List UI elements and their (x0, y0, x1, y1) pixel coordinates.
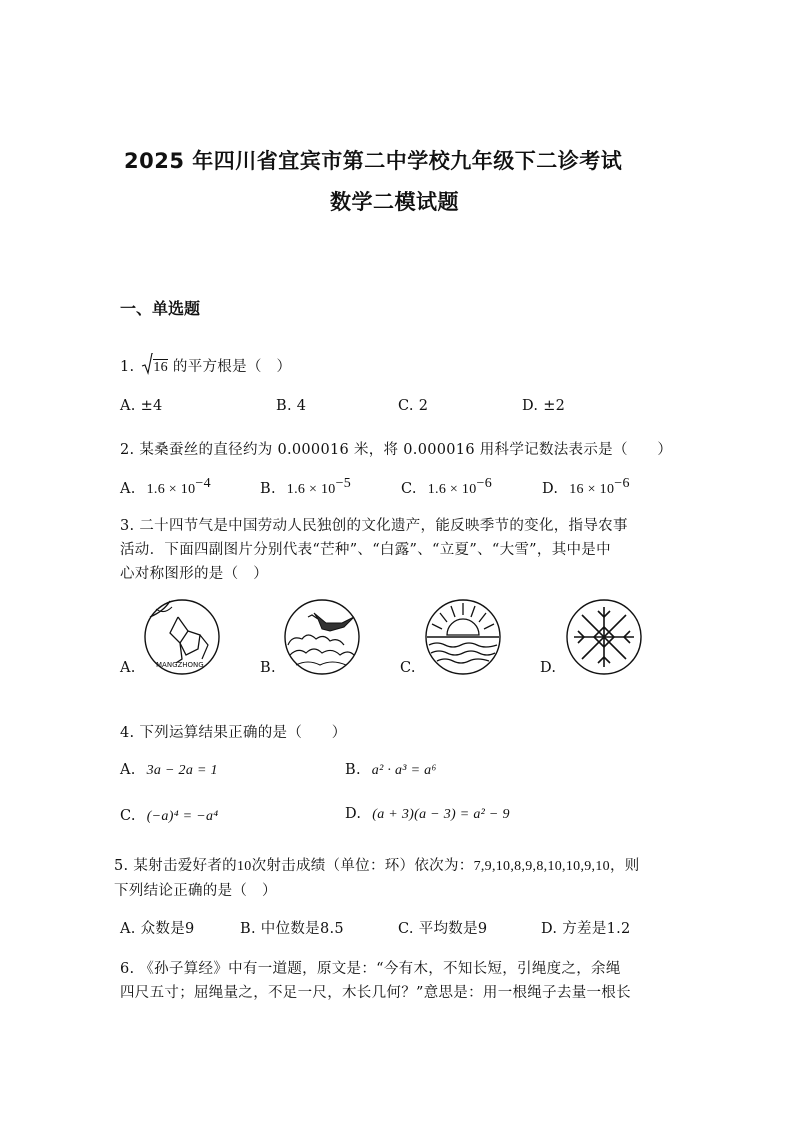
question-3-line1: 3. 二十四节气是中国劳动人民独创的文化遗产，能反映季节的变化，指导农事 (120, 518, 628, 534)
q4-option-b: B. a² · a³ = a⁶ (345, 762, 437, 778)
sqrt-expression (143, 359, 168, 375)
q4-option-a: A. 3a − 2a = 1 (120, 762, 218, 778)
q2-option-d: D. $16 \times 10^{-6}$ (542, 476, 630, 497)
q2-option-c: C. $1.6 \times 10^{-6}$ (401, 476, 493, 497)
svg-text:MANGZHONG: MANGZHONG (156, 661, 204, 669)
section-heading-single-choice: 一、单选题 (120, 299, 201, 318)
question-6-line2: 四尺五寸；屈绳量之，不足一尺，木长几何？”意思是：用一根绳子去量一根长 (120, 985, 631, 1001)
question-5-line2: 下列结论正确的是（ ） (114, 883, 277, 899)
document-title-line2: 数学二模试题 (330, 190, 459, 214)
question-4-stem: 4. 下列运算结果正确的是（ ） (120, 725, 347, 741)
lixia-emblem-icon (423, 597, 503, 677)
q1-option-b: B. 4 (276, 398, 307, 414)
q4-option-d: D. (a + 3)(a − 3) = a² − 9 (345, 806, 510, 822)
question-6-line1: 6. 《孙子算经》中有一道题，原文是：“今有木，不知长短，引绳度之，余绳 (120, 961, 621, 977)
q5-option-a: A. 众数是9 (120, 921, 195, 937)
q2-option-a: A. $1.6 \times 10^{-4}$ (120, 476, 211, 497)
q5-option-d: D. 方差是1.2 (541, 921, 631, 937)
question-2-stem: 2. 某桑蚕丝的直径约为 0.000016 米，将 0.000016 用科学记数法表示是（ ） (120, 442, 673, 458)
question-1 (120, 355, 291, 376)
bailu-emblem-icon (282, 597, 362, 677)
radicand: 16 (153, 360, 168, 375)
question-1-number: 1. (120, 359, 135, 375)
question-1-stem: 的平方根是（ ） (172, 359, 292, 375)
daxue-snowflake-emblem-icon (564, 597, 644, 677)
q1-option-a: A. ±4 (120, 398, 163, 414)
question-3-line2: 活动．下面四副图片分别代表“芒种”、“白露”、“立夏”、“大雪”，其中是中 (120, 542, 611, 558)
mangzhong-emblem-icon (142, 597, 222, 677)
q3-option-c-label: C. (400, 660, 416, 676)
q1-option-c: C. 2 (398, 398, 429, 414)
document-title-line1: 2025 年四川省宜宾市第二中学校九年级下二诊考试 (124, 149, 623, 173)
q5-option-c: C. 平均数是9 (398, 921, 488, 937)
q3-option-d-label: D. (540, 660, 557, 676)
q3-option-b-label: B. (260, 660, 276, 676)
q5-option-b: B. 中位数是8.5 (240, 921, 344, 937)
q3-option-a-label: A. (120, 660, 136, 676)
q1-option-d: D. ±2 (522, 398, 566, 414)
radical-sign-icon (141, 353, 153, 375)
q2-option-b: B. $1.6 \times 10^{-5}$ (260, 476, 352, 497)
q4-option-c: C. (−a)⁴ = −a⁴ (120, 808, 219, 824)
question-3-line3: 心对称图形的是（ ） (120, 566, 268, 582)
question-5-line1: 5. 某射击爱好者的10次射击成绩（单位：环）依次为：7,9,10,8,9,8,10,10,9,10，则 (114, 858, 640, 874)
